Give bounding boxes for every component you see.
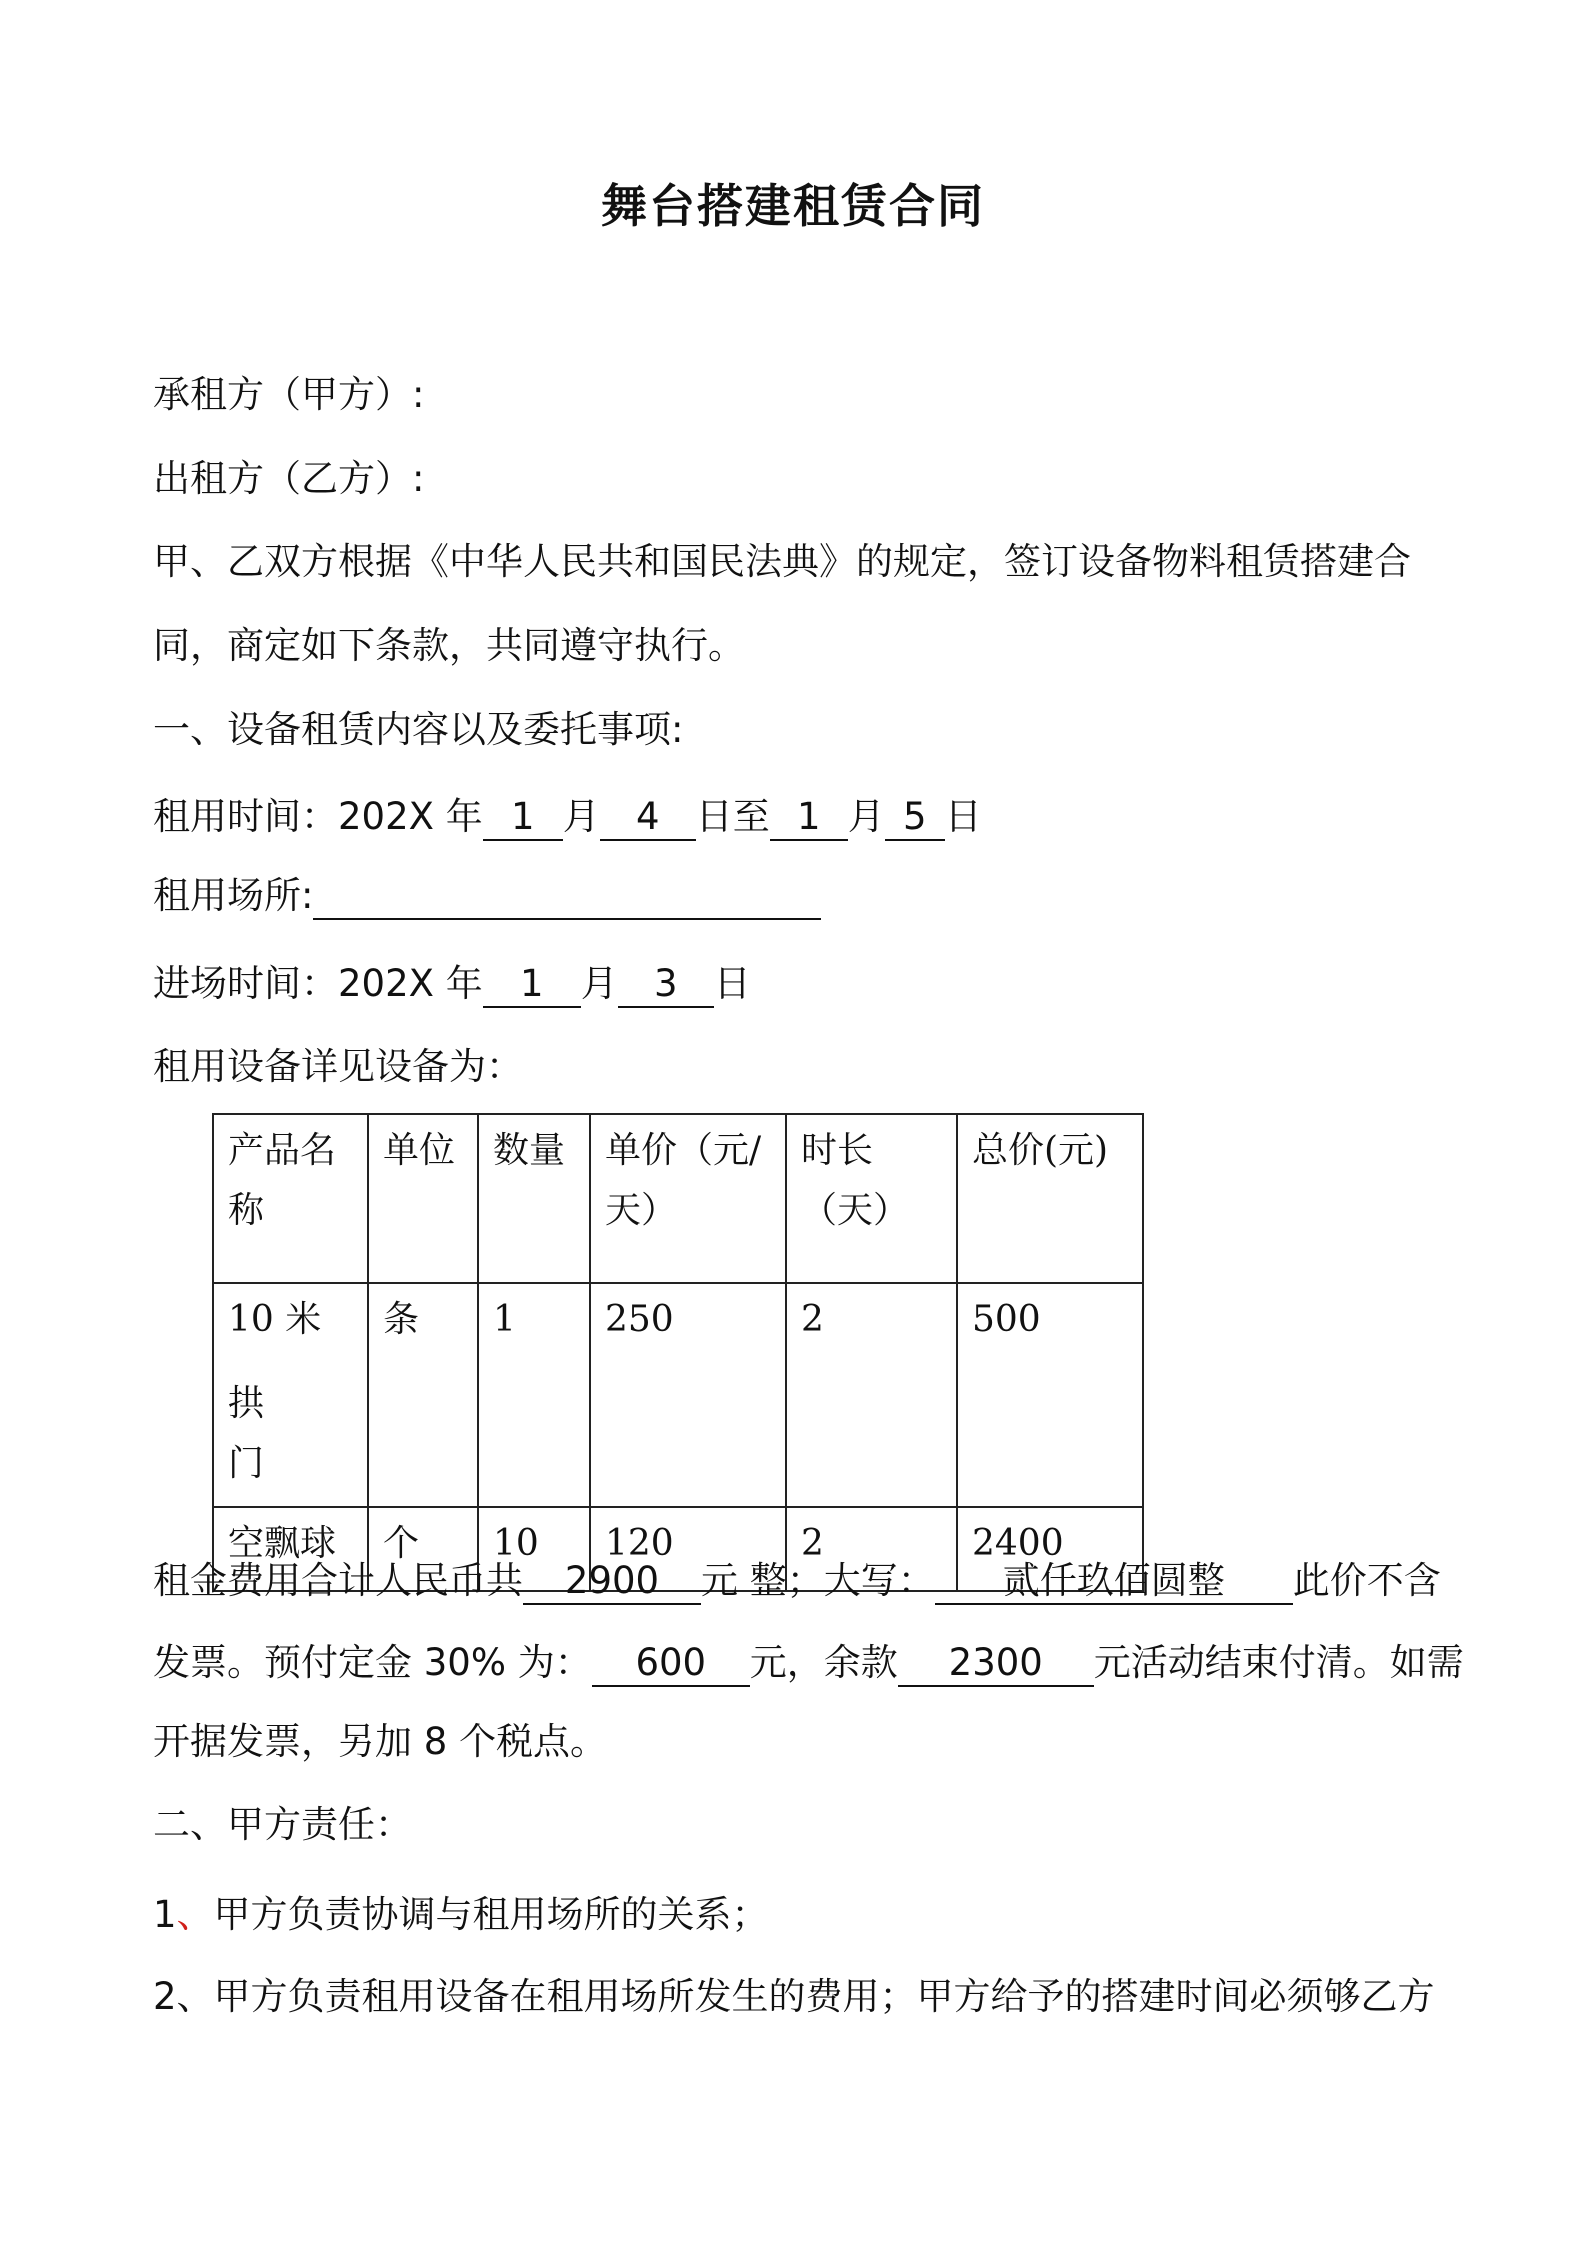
table-header-row (213, 1114, 1143, 1283)
total-suffix: 此价不含 (1292, 1559, 1441, 1602)
rent-time-label: 租用时间：202X 年 (153, 795, 483, 838)
table-row (213, 1283, 1143, 1507)
intro-line-2: 同，商定如下条款，共同遵守执行。 (153, 624, 745, 667)
section-1-heading: 一、设备租赁内容以及委托事项: (153, 708, 684, 751)
deposit-line (153, 1638, 1464, 1688)
cell-total-price: 500 (957, 1283, 1143, 1507)
cell-product-name: 空飘球 (213, 1507, 368, 1591)
equipment-table (212, 1113, 1144, 1592)
cell-quantity: 10 (478, 1507, 590, 1591)
total-uppercase: 贰仟玖佰圆整 (935, 1559, 1293, 1605)
header-product-name: 产品名 称 (213, 1114, 368, 1283)
cell-duration: 2 (786, 1283, 957, 1507)
deposit-suffix: 元活动结束付清。如需 (1093, 1641, 1464, 1684)
rent-day-unit: 日 (944, 795, 982, 838)
rent-start-month: 1 (483, 795, 563, 841)
invoice-note: 开据发票，另加 8 个税点。 (153, 1720, 608, 1763)
clause-2: 2、甲方负责租用设备在租用场所发生的费用；甲方给予的搭建时间必须够乙方 (153, 1975, 1435, 2018)
cell-unit: 条 (368, 1283, 478, 1507)
deposit-prefix: 发票。预付定金 30% 为： (153, 1641, 592, 1684)
section-2-heading: 二、甲方责任： (153, 1803, 412, 1846)
rent-to: 日至 (695, 795, 770, 838)
header-total-price: 总价(元) (957, 1114, 1143, 1283)
balance-amount: 2300 (898, 1641, 1094, 1687)
entry-time-line (153, 959, 751, 1009)
cell-duration: 2 (786, 1507, 957, 1591)
clause-1-number: 1 (153, 1893, 177, 1936)
total-line (153, 1556, 1441, 1606)
entry-month-unit: 月 (580, 962, 618, 1005)
rent-month-unit-1: 月 (562, 795, 600, 838)
header-quantity: 数量 (478, 1114, 590, 1283)
entry-day: 3 (618, 962, 714, 1008)
entry-month: 1 (483, 962, 581, 1008)
header-unit: 单位 (368, 1114, 478, 1283)
venue-blank (313, 874, 821, 920)
cell-unit-price: 120 (590, 1507, 786, 1591)
clause-1-separator: 、 (176, 1893, 214, 1936)
deposit-amount: 600 (592, 1641, 750, 1687)
header-unit-price: 单价（元/ 天） (590, 1114, 786, 1283)
entry-day-unit: 日 (713, 962, 751, 1005)
clause-1 (153, 1890, 769, 1940)
document-title: 舞台搭建租赁合同 (601, 179, 985, 233)
cell-unit: 个 (368, 1507, 478, 1591)
total-unit: 元 整；大写： (701, 1559, 935, 1602)
venue-label: 租用场所: (153, 874, 314, 917)
equipment-intro: 租用设备详见设备为： (153, 1045, 523, 1088)
rent-start-day: 4 (600, 795, 696, 841)
party-b-line: 出租方（乙方）: (153, 457, 425, 500)
total-prefix: 租金费用合计人民币共 (153, 1559, 523, 1602)
party-a-line: 承租方（甲方）: (153, 373, 425, 416)
entry-time-label: 进场时间：202X 年 (153, 962, 483, 1005)
cell-quantity: 1 (478, 1283, 590, 1507)
venue-line (153, 871, 821, 921)
rent-time-line (153, 792, 982, 842)
cell-product-name: 10 米拱 门 (213, 1283, 368, 1507)
cell-total-price: 2400 (957, 1507, 1143, 1591)
deposit-mid: 元，余款 (749, 1641, 898, 1684)
header-duration: 时长 （天） (786, 1114, 957, 1283)
intro-line-1: 甲、乙双方根据《中华人民共和国民法典》的规定，签订设备物料租赁搭建合 (153, 540, 1411, 583)
total-amount: 2900 (523, 1559, 701, 1605)
cell-unit-price: 250 (590, 1283, 786, 1507)
rent-end-day: 5 (885, 795, 945, 841)
rent-end-month: 1 (770, 795, 848, 841)
rent-month-unit-2: 月 (847, 795, 885, 838)
clause-1-text: 甲方负责协调与租用场所的关系； (213, 1893, 769, 1936)
